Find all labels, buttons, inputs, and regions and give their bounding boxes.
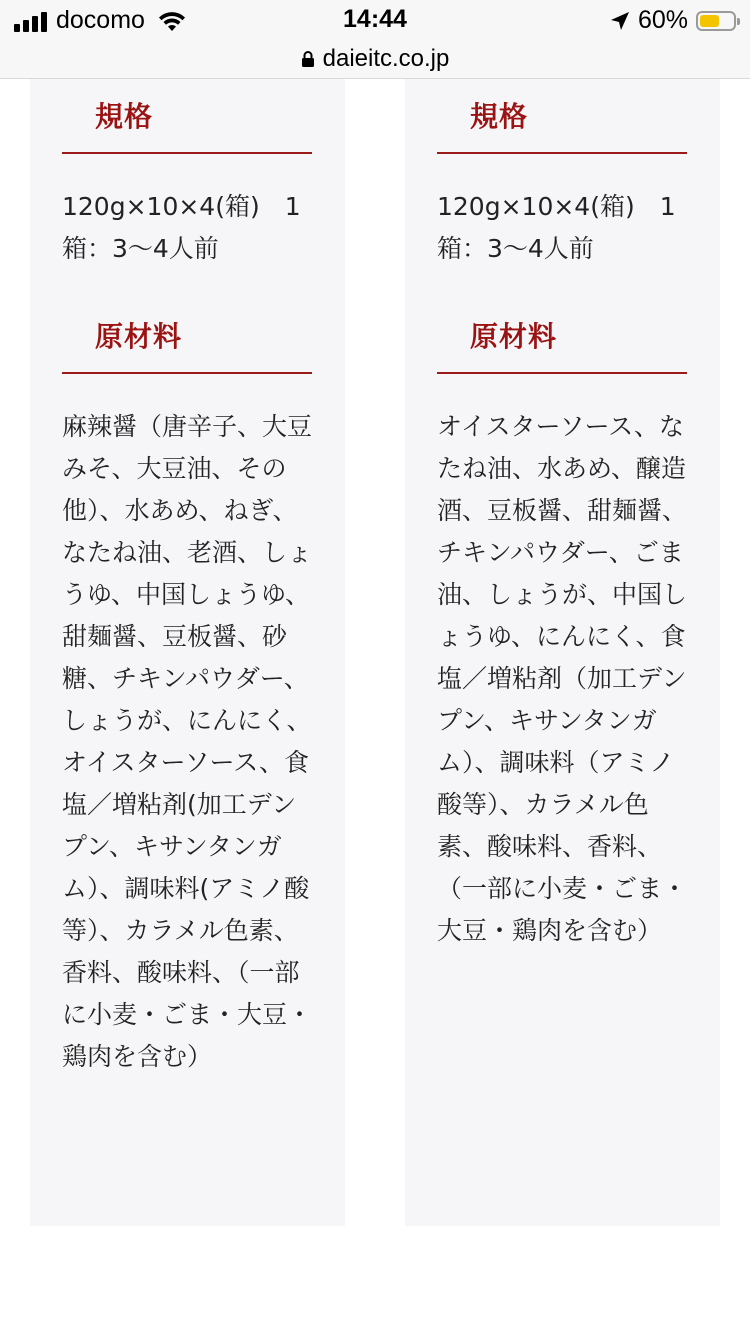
spec-text: 120g×10×4(箱) 1箱：3〜4人前	[62, 192, 301, 263]
battery-nub	[737, 18, 740, 25]
url-bar[interactable]	[0, 40, 750, 79]
battery-percent: 60%	[637, 6, 688, 34]
ingredients-heading-text: 原材料	[470, 320, 558, 353]
product-card-right	[405, 79, 720, 1226]
ingredients-text: オイスターソース、なたね油、水あめ、醸造酒、豆板醤、甜麺醤、チキンパウダー、ごま油、しょうが、中国しょうゆ、にんにく、食塩／増粘剤（加工デンプン、キサンタンガム）、調味料（アミノ酸等）、カラメル色素、酸味料、香料、（一部に小麦・ごま・大豆・鶏肉を含む）	[437, 412, 688, 945]
product-card-left	[30, 79, 345, 1226]
spec-heading	[62, 79, 312, 154]
ingredients-heading	[62, 299, 312, 374]
ingredients-heading	[437, 299, 687, 374]
clock: 14:44	[343, 5, 407, 33]
spec-heading	[437, 79, 687, 154]
spec-text: 120g×10×4(箱) 1箱：3〜4人前	[437, 192, 676, 263]
url-domain: daieitc.co.jp	[322, 45, 450, 72]
status-bar-right	[610, 6, 736, 35]
status-bar	[0, 0, 750, 40]
lock-icon	[301, 50, 315, 68]
carrier-name: docomo	[56, 6, 145, 34]
ingredients-text: 麻辣醤（唐辛子、大豆みそ、大豆油、その他）、水あめ、ねぎ、なたね油、老酒、しょうゆ、中国しょうゆ、甜麺醤、豆板醤、砂糖、チキンパウダー、しょうが、にんにく、オイスターソース、食塩／増粘剤(加工デンプン、キサンタンガム）、調味料(アミノ酸等）、カラメル色素、香料、酸味料、（一部に小麦・ごま・大豆・鶏肉を含む）	[62, 412, 313, 1071]
spec-heading-text: 規格	[95, 100, 154, 133]
location-arrow-icon	[610, 11, 630, 31]
battery-icon	[696, 11, 736, 31]
ingredients-heading-text: 原材料	[95, 320, 183, 353]
spec-heading-text: 規格	[470, 100, 529, 133]
battery-fill	[700, 15, 719, 27]
